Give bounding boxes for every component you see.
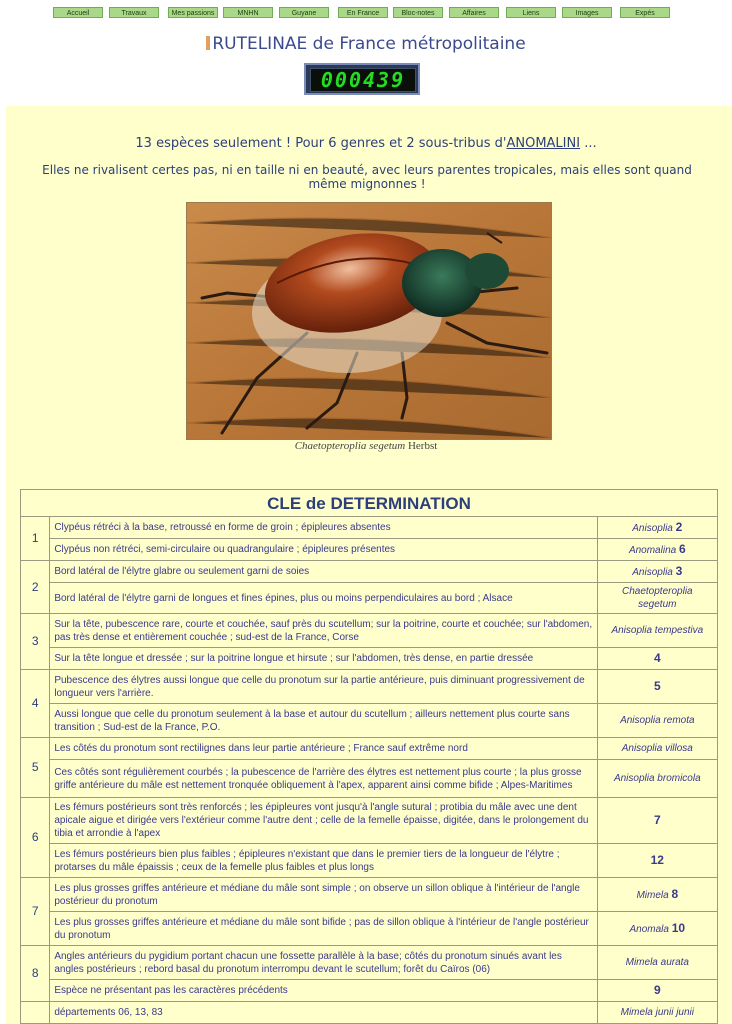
- caption-species: Chaetopteroplia segetum: [294, 440, 406, 452]
- key-row: [21, 1002, 718, 1024]
- beetle-photo-icon: [187, 203, 552, 440]
- key-result-taxon: Anomalina: [628, 544, 677, 556]
- key-heading: CLE de DETERMINATION: [21, 490, 718, 517]
- key-result: [597, 561, 717, 583]
- key-row: [21, 670, 718, 704]
- key-row: [21, 738, 718, 760]
- key-row: [21, 539, 718, 561]
- key-result-taxon: Anisoplia villosa: [621, 743, 693, 754]
- key-description: Angles antérieurs du pygidium portant chacun une fossette parallèle à la base; côtés du pronotum sinués avant les angles postérieurs ; rebord basal du pronotum interrompu devant le scutellum; forêt du Caïros (06): [50, 946, 597, 980]
- key-result-taxon: Anisoplia remota: [620, 715, 695, 726]
- key-result: [597, 539, 717, 561]
- beetle-photo: [186, 202, 552, 440]
- intro-text: 13 espèces seulement ! Pour 6 genres et 2 sous-tribus d': [135, 136, 507, 151]
- key-result: [597, 738, 717, 760]
- key-row: [21, 844, 718, 878]
- key-result-step[interactable]: 9: [653, 982, 661, 997]
- page-title-text: RUTELINAE de France métropolitaine: [212, 34, 526, 54]
- key-result-taxon: Anisoplia: [632, 566, 673, 578]
- key-description: Les fémurs postérieurs bien plus faibles ; épipleures n'existant que dans le premier tiers de la longueur de l'élytre ; protarses du mâle épaissis ; ceux de la femelle plus faibles et plus longs: [50, 844, 597, 878]
- key-result: [597, 798, 717, 844]
- key-result: [597, 670, 717, 704]
- key-description: Clypéus non rétréci, semi-circulaire ou quadrangulaire ; épipleures présentes: [50, 539, 597, 561]
- key-result: [597, 704, 717, 738]
- title-bar-icon: [206, 36, 210, 50]
- key-result-taxon: Anisoplia: [632, 522, 673, 534]
- key-result: [597, 517, 717, 539]
- key-row: [21, 798, 718, 844]
- key-result-step[interactable]: 3: [675, 563, 683, 578]
- key-step-number: [21, 1002, 50, 1024]
- key-description: Les plus grosses griffes antérieure et médiane du mâle sont simple ; on observe un sillon oblique à l'intérieur de l'angle postérieur du pronotum: [50, 878, 597, 912]
- key-description: Sur la tête longue et dressée ; sur la poitrine longue et hirsute ; sur l'abdomen, très dense, en partie dressée: [50, 648, 597, 670]
- key-result: [597, 912, 717, 946]
- nav-button-4[interactable]: Guyane: [279, 7, 329, 18]
- key-result-taxon: Anisoplia bromicola: [613, 773, 701, 784]
- key-description: départements 06, 13, 83: [50, 1002, 597, 1024]
- nav-button-9[interactable]: Images: [562, 7, 612, 18]
- key-row: [21, 912, 718, 946]
- key-step-number: 1: [21, 517, 50, 561]
- key-heading-row: [21, 490, 718, 517]
- key-step-number: 8: [21, 946, 50, 1002]
- key-result: [597, 1002, 717, 1024]
- key-result: [597, 844, 717, 878]
- determination-key-table: [20, 489, 718, 1024]
- key-result-step[interactable]: 12: [650, 852, 664, 867]
- key-result: [597, 614, 717, 648]
- nav-button-6[interactable]: Bloc-notes: [393, 7, 443, 18]
- key-result-taxon: Chaetopteroplia segetum: [622, 586, 693, 610]
- nav-button-5[interactable]: En France: [338, 7, 388, 18]
- key-result: [597, 760, 717, 798]
- nav-button-8[interactable]: Liens: [506, 7, 556, 18]
- key-row: [21, 878, 718, 912]
- key-step-number: 4: [21, 670, 50, 738]
- intro-suffix: ...: [580, 136, 597, 151]
- key-row: [21, 614, 718, 648]
- intro-line-2: Elles ne rivalisent certes pas, ni en taille ni en beauté, avec leurs parentes tropicales, mais elles sont quand même mignonnes !: [42, 163, 692, 191]
- key-result-taxon: Mimela aurata: [625, 957, 689, 968]
- key-result-taxon: Anisoplia tempestiva: [611, 625, 704, 636]
- key-row: [21, 760, 718, 798]
- key-result-step[interactable]: 10: [671, 920, 686, 935]
- key-description: Les côtés du pronotum sont rectilignes dans leur partie antérieure ; France sauf extrême nord: [50, 738, 597, 760]
- key-step-number: 5: [21, 738, 50, 798]
- key-description: Les plus grosses griffes antérieure et médiane du mâle sont bifide ; pas de sillon oblique à l'intérieur de l'angle postérieur du pronotum: [50, 912, 597, 946]
- key-row: [21, 648, 718, 670]
- visitor-counter-value: 000439: [310, 68, 416, 92]
- key-result-step[interactable]: 8: [671, 886, 679, 901]
- key-result-step[interactable]: 4: [653, 650, 661, 665]
- nav-button-2[interactable]: Mes passions: [168, 7, 218, 18]
- key-step-number: 7: [21, 878, 50, 946]
- key-description: Bord latéral de l'élytre glabre ou seulement garni de soies: [50, 561, 597, 583]
- key-description: Clypéus rétréci à la base, retroussé en forme de groin ; épipleures absentes: [50, 517, 597, 539]
- key-row: [21, 946, 718, 980]
- key-result: [597, 648, 717, 670]
- key-step-number: 6: [21, 798, 50, 878]
- key-result: [597, 878, 717, 912]
- key-result: [597, 980, 717, 1002]
- visitor-counter: [304, 63, 420, 95]
- nav-button-7[interactable]: Affaires: [449, 7, 499, 18]
- key-result-step[interactable]: 5: [653, 678, 661, 693]
- nav-button-3[interactable]: MNHN: [223, 7, 273, 18]
- top-nav: [53, 7, 673, 19]
- key-result-step[interactable]: 6: [678, 541, 686, 556]
- key-row: [21, 517, 718, 539]
- key-row: [21, 583, 718, 614]
- key-description: Pubescence des élytres aussi longue que celle du pronotum sur la partie antérieure, puis diminuant progressivement de longueur vers l'arrière.: [50, 670, 597, 704]
- key-result-step[interactable]: 2: [675, 519, 683, 534]
- key-description: Bord latéral de l'élytre garni de longues et fines épines, plus ou moins perpendiculaires au bord ; Alsace: [50, 583, 597, 614]
- key-result: [597, 946, 717, 980]
- key-step-number: 3: [21, 614, 50, 670]
- key-row: [21, 561, 718, 583]
- key-description: Sur la tête, pubescence rare, courte et couchée, sauf près du scutellum; sur la poitrine, courte et couchée; sur l'abdomen, pas très dense et entièrement couchée ; sud-est de la France, Corse: [50, 614, 597, 648]
- key-description: Aussi longue que celle du pronotum seulement à la base et autour du scutellum ; ailleurs nettement plus courte sans transition ; Sud-est de la France, P.O.: [50, 704, 597, 738]
- key-step-number: 2: [21, 561, 50, 614]
- intro-line-1: [0, 136, 732, 151]
- key-result-taxon: Mimela: [636, 889, 669, 901]
- key-result: [597, 583, 717, 614]
- key-row: [21, 980, 718, 1002]
- anomalini-link[interactable]: ANOMALINI: [506, 136, 581, 151]
- nav-button-0[interactable]: Accueil: [53, 7, 103, 18]
- key-row: [21, 704, 718, 738]
- key-description: Espèce ne présentant pas les caractères précédents: [50, 980, 597, 1002]
- nav-button-10[interactable]: Expés: [620, 7, 670, 18]
- nav-button-1[interactable]: Travaux: [109, 7, 159, 18]
- key-description: Ces côtés sont régulièrement courbés ; la pubescence de l'arrière des élytres est nettement plus courte ; la plus grosse griffe antérieure du mâle est nettement tronquée obliquement à l'apex, apparent ainsi comme bifide ; Alpes-Maritimes: [50, 760, 597, 798]
- photo-caption: [0, 440, 732, 452]
- key-description: Les fémurs postérieurs sont très renforcés ; les épipleures vont jusqu'à l'angle sutural ; protibia du mâle avec une dent apicale aigue et dirigée vers l'extérieur comme l'autre dent ; celle de la femelle épaisse, digitée, dans le prolongement du tibia et arrondie à l'apex: [50, 798, 597, 844]
- page-title: [0, 34, 732, 54]
- caption-author: Herbst: [405, 440, 438, 452]
- key-result-taxon: Anomala: [629, 923, 669, 935]
- key-result-taxon: Mimela junii junii: [620, 1007, 694, 1018]
- key-result-step[interactable]: 7: [653, 812, 661, 827]
